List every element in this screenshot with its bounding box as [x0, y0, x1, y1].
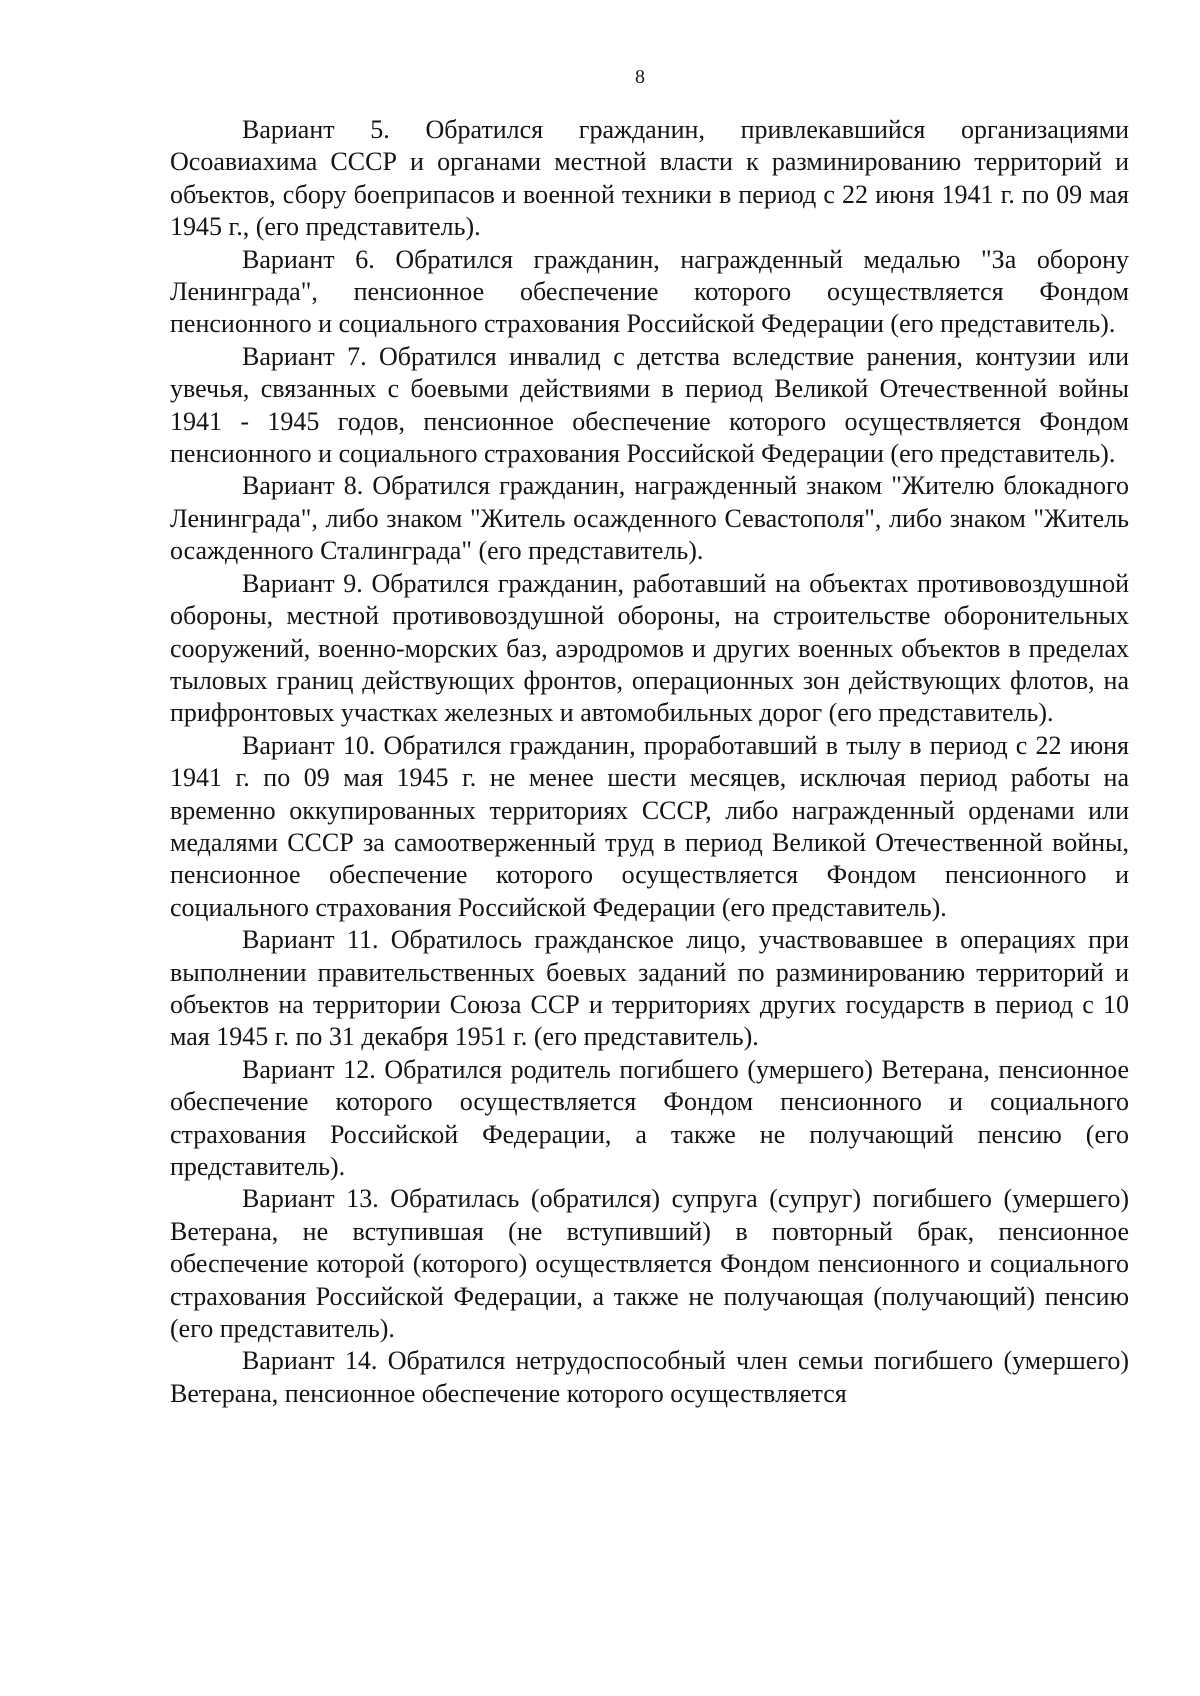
paragraph-variant-11: Вариант 11. Обратилось гражданское лицо, участвовавшее в операциях при выполнении правительственных боевых заданий по разминированию территорий и объектов на территории Союза ССР и территориях других государств в период с 10 мая 1945 г. по 31 декабря 1951 г. (его представитель). — [170, 925, 1129, 1052]
paragraph-variant-12: Вариант 12. Обратился родитель погибшего (умершего) Ветерана, пенсионное обеспечение которого осуществляется Фондом пенсионного и социального страхования Российской Федерации, а также не получающий пенсию (его представитель). — [170, 1054, 1129, 1181]
paragraph-variant-5: Вариант 5. Обратился гражданин, привлекавшийся организациями Осоавиахима СССР и органами местной власти к разминированию территорий и объектов, сбору боеприпасов и военной техники в период с 22 июня 1941 г. по 09 мая 1945 г., (его представитель). — [170, 115, 1129, 242]
document-body — [170, 114, 1129, 1410]
paragraph-variant-6: Вариант 6. Обратился гражданин, награжденный медалью "За оборону Ленинграда", пенсионное обеспечение которого осуществляется Фондом пенсионного и социального страхования Российской Федерации (его представитель). — [170, 244, 1129, 339]
paragraph-variant-7: Вариант 7. Обратился инвалид с детства вследствие ранения, контузии или увечья, связанных с боевыми действиями в период Великой Отечественной войны 1941 - 1945 годов, пенсионное обеспечение которого осуществляется Фондом пенсионного и социального страхования Российской Федерации (его представитель). — [170, 341, 1129, 469]
paragraph-variant-13: Вариант 13. Обратилась (обратился) супруга (супруг) погибшего (умершего) Ветерана, не вступившая (не вступивший) в повторный брак, пенсионное обеспечение которой (которого) осуществляется Фондом пенсионного и социального страхования Российской Федерации, а также не получающая (получающий) пенсию (его представитель). — [170, 1184, 1129, 1344]
paragraph-variant-8: Вариант 8. Обратился гражданин, награжденный знаком "Жителю блокадного Ленинграда", либо знаком "Житель осажденного Севастополя", либо знаком "Житель осажденного Сталинграда" (его представитель). — [170, 471, 1129, 566]
page-number: 8 — [635, 66, 645, 88]
paragraph-variant-10: Вариант 10. Обратился гражданин, проработавший в тылу в период с 22 июня 1941 г. по 09 мая 1945 г. не менее шести месяцев, исключая период работы на временно оккупированных территориях СССР, либо награжденный орденами или медалями СССР за самоотверженный труд в период Великой Отечественной войны, пенсионное обеспечение которого осуществляется Фондом пенсионного и социального страхования Российской Федерации (его представитель). — [170, 730, 1129, 922]
paragraph-variant-14: Вариант 14. Обратился нетрудоспособный член семьи погибшего (умершего) Ветерана, пенсионное обеспечение которого осуществляется — [170, 1346, 1129, 1408]
paragraph-variant-9: Вариант 9. Обратился гражданин, работавший на объектах противовоздушной обороны, местной противовоздушной обороны, на строительстве оборонительных сооружений, военно-морских баз, аэродромов и других военных объектов в пределах тыловых границ действующих фронтов, операционных зон действующих флотов, на прифронтовых участках железных и автомобильных дорог (его представитель). — [170, 568, 1129, 728]
